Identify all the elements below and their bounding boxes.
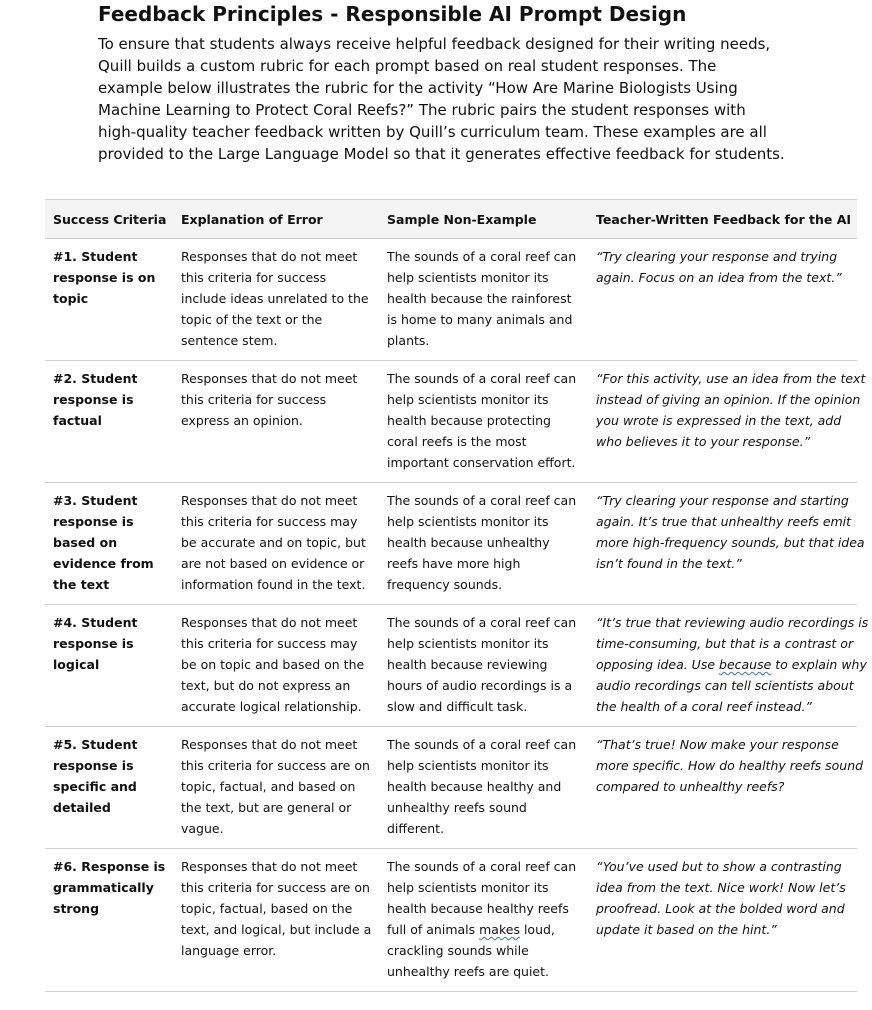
cell-line: this criteria for success are on bbox=[181, 758, 370, 773]
cell-line: slow and difficult task. bbox=[387, 699, 528, 714]
cell-line: important conservation effort. bbox=[387, 455, 576, 470]
table-row bbox=[45, 849, 857, 992]
cell-line: proofread. Look at the bolded word and bbox=[596, 901, 845, 916]
cell-line: opposing idea. Use because to explain why bbox=[596, 657, 867, 672]
cell-line: instead of giving an opinion. If the opinion bbox=[596, 392, 861, 407]
cell-line: help scientists monitor its bbox=[387, 636, 549, 651]
document-title: Feedback Principles - Responsible AI Prompt Design bbox=[98, 2, 687, 26]
cell-line: Responses that do not meet bbox=[181, 493, 358, 508]
cell-line: be on topic and based on the bbox=[181, 657, 365, 672]
cell-line: logical bbox=[53, 657, 100, 672]
cell-line: idea from the text. Nice work! Now let’s bbox=[596, 880, 846, 895]
cell-line: based on bbox=[53, 535, 118, 550]
intro-line: high-quality teacher feedback written by Quill’s curriculum team. These examples are all bbox=[98, 123, 767, 141]
intro-line: example below illustrates the rubric for the activity “How Are Marine Biologists Using bbox=[98, 79, 738, 97]
cell-line: hours of audio recordings is a bbox=[387, 678, 573, 693]
cell-line: “Try clearing your response and starting bbox=[596, 493, 849, 508]
cell-line: unhealthy reefs sound bbox=[387, 800, 527, 815]
cell-line: health because reviewing bbox=[387, 657, 548, 672]
cell-line: The sounds of a coral reef can bbox=[387, 249, 577, 264]
feedback-cell bbox=[588, 483, 865, 605]
cell-line: more specific. How do healthy reefs sound bbox=[596, 758, 864, 773]
cell-line: text, but do not express an bbox=[181, 678, 351, 693]
cell-line: more high-frequency sounds, but that idea bbox=[596, 535, 865, 550]
cell-line: help scientists monitor its bbox=[387, 514, 549, 529]
success-criteria-cell bbox=[45, 727, 173, 849]
explanation-cell bbox=[173, 605, 379, 727]
non-example-cell bbox=[379, 483, 588, 605]
cell-line: this criteria for success are on bbox=[181, 880, 370, 895]
feedback-cell bbox=[588, 849, 857, 992]
cell-line: are not based on evidence or bbox=[181, 556, 365, 571]
cell-line: help scientists monitor its bbox=[387, 880, 549, 895]
spellcheck-underline: because bbox=[719, 657, 772, 672]
header-sample-non-example: Sample Non-Example bbox=[379, 200, 588, 239]
non-example-cell bbox=[379, 727, 588, 849]
cell-line: response is bbox=[53, 636, 134, 651]
cell-line: #4. Student bbox=[53, 615, 138, 630]
cell-line: help scientists monitor its bbox=[387, 270, 549, 285]
cell-line: information found in the text. bbox=[181, 577, 366, 592]
cell-line: health because healthy reefs bbox=[387, 901, 569, 916]
cell-line: time-consuming, but that is a contrast or bbox=[596, 636, 854, 651]
cell-line: help scientists monitor its bbox=[387, 392, 549, 407]
header-explanation-of-error: Explanation of Error bbox=[173, 200, 379, 239]
cell-line: plants. bbox=[387, 333, 430, 348]
rubric-table bbox=[45, 199, 869, 992]
cell-line: the text, but are general or bbox=[181, 800, 352, 815]
feedback-cell bbox=[588, 727, 864, 849]
cell-line: response is bbox=[53, 514, 134, 529]
cell-line: health because the rainforest bbox=[387, 291, 572, 306]
cell-line: response is bbox=[53, 758, 134, 773]
explanation-cell bbox=[173, 849, 379, 992]
cell-line: grammatically bbox=[53, 880, 154, 895]
cell-line: The sounds of a coral reef can bbox=[387, 615, 577, 630]
cell-line: include ideas unrelated to the bbox=[181, 291, 369, 306]
table-row bbox=[45, 727, 857, 849]
cell-line: is home to many animals and bbox=[387, 312, 573, 327]
explanation-cell bbox=[173, 483, 379, 605]
cell-line: #6. Response is bbox=[53, 859, 166, 874]
cell-line: be accurate and on topic, but bbox=[181, 535, 366, 550]
table-row bbox=[45, 483, 857, 605]
success-criteria-cell bbox=[45, 239, 173, 361]
cell-line: update it based on the hint.” bbox=[596, 922, 777, 937]
table-row bbox=[45, 605, 857, 727]
cell-line: The sounds of a coral reef can bbox=[387, 859, 577, 874]
cell-line: The sounds of a coral reef can bbox=[387, 493, 577, 508]
cell-line: again. Focus on an idea from the text.” bbox=[596, 270, 842, 285]
cell-line: detailed bbox=[53, 800, 111, 815]
cell-line: frequency sounds. bbox=[387, 577, 503, 592]
cell-line: topic, factual, based on the bbox=[181, 901, 353, 916]
cell-line: coral reefs is the most bbox=[387, 434, 527, 449]
cell-line: #1. Student bbox=[53, 249, 138, 264]
explanation-cell bbox=[173, 727, 379, 849]
intro-paragraph bbox=[98, 33, 818, 165]
cell-line: different. bbox=[387, 821, 445, 836]
cell-line: this criteria for success bbox=[181, 392, 327, 407]
success-criteria-cell bbox=[45, 849, 173, 992]
explanation-cell bbox=[173, 239, 379, 361]
cell-line: the health of a coral reef instead.” bbox=[596, 699, 812, 714]
intro-line: To ensure that students always receive helpful feedback designed for their writing needs, bbox=[98, 35, 771, 53]
cell-line: strong bbox=[53, 901, 100, 916]
cell-line: topic bbox=[53, 291, 89, 306]
feedback-cell bbox=[588, 361, 866, 483]
intro-line: Machine Learning to Protect Coral Reefs?” The rubric pairs the student responses with bbox=[98, 101, 746, 119]
cell-line: this criteria for success bbox=[181, 270, 327, 285]
cell-line: isn’t found in the text.” bbox=[596, 556, 742, 571]
success-criteria-cell bbox=[45, 361, 173, 483]
cell-line: language error. bbox=[181, 943, 277, 958]
rubric-table-header bbox=[45, 200, 857, 239]
cell-line: you wrote is expressed in the text, add bbox=[596, 413, 842, 428]
header-row bbox=[45, 200, 857, 239]
cell-line: Responses that do not meet bbox=[181, 859, 358, 874]
cell-line: who believes it to your response.” bbox=[596, 434, 811, 449]
cell-line: reefs have more high bbox=[387, 556, 521, 571]
cell-line: audio recordings can tell scientists about bbox=[596, 678, 854, 693]
cell-line: “You’ve used but to show a contrasting bbox=[596, 859, 842, 874]
cell-line: Responses that do not meet bbox=[181, 615, 358, 630]
cell-line: topic, factual, and based on bbox=[181, 779, 356, 794]
cell-line: Responses that do not meet bbox=[181, 249, 358, 264]
explanation-cell bbox=[173, 361, 379, 483]
cell-line: specific and bbox=[53, 779, 137, 794]
cell-line: “That’s true! Now make your response bbox=[596, 737, 839, 752]
cell-line: response is on bbox=[53, 270, 156, 285]
non-example-cell bbox=[379, 849, 588, 992]
non-example-cell bbox=[379, 239, 588, 361]
cell-line: full of animals makes loud, bbox=[387, 922, 555, 937]
intro-line: provided to the Large Language Model so that it generates effective feedback for students. bbox=[98, 145, 785, 163]
rubric-table-body bbox=[45, 239, 869, 992]
cell-line: #2. Student bbox=[53, 371, 138, 386]
header-success-criteria: Success Criteria bbox=[45, 200, 173, 239]
cell-line: unhealthy reefs are quiet. bbox=[387, 964, 549, 979]
cell-line: topic of the text or the bbox=[181, 312, 323, 327]
cell-line: help scientists monitor its bbox=[387, 758, 549, 773]
feedback-cell bbox=[588, 605, 869, 727]
cell-line: Responses that do not meet bbox=[181, 371, 358, 386]
cell-line: #5. Student bbox=[53, 737, 138, 752]
cell-line: vague. bbox=[181, 821, 224, 836]
cell-line: evidence from bbox=[53, 556, 154, 571]
table-row bbox=[45, 361, 857, 483]
cell-line: response is bbox=[53, 392, 134, 407]
feedback-cell bbox=[588, 239, 857, 361]
cell-line: “For this activity, use an idea from the text bbox=[596, 371, 866, 386]
success-criteria-cell bbox=[45, 605, 173, 727]
cell-line: again. It’s true that unhealthy reefs emit bbox=[596, 514, 852, 529]
cell-line: sentence stem. bbox=[181, 333, 278, 348]
intro-line: Quill builds a custom rubric for each prompt based on real student responses. The bbox=[98, 57, 717, 75]
cell-line: “Try clearing your response and trying bbox=[596, 249, 838, 264]
cell-line: The sounds of a coral reef can bbox=[387, 737, 577, 752]
non-example-cell bbox=[379, 605, 588, 727]
cell-line: compared to unhealthy reefs? bbox=[596, 779, 785, 794]
cell-line: crackling sounds while bbox=[387, 943, 529, 958]
cell-line: health because healthy and bbox=[387, 779, 562, 794]
spellcheck-underline: makes bbox=[479, 922, 520, 937]
cell-line: the text bbox=[53, 577, 110, 592]
cell-line: text, and logical, but include a bbox=[181, 922, 372, 937]
cell-line: this criteria for success may bbox=[181, 636, 358, 651]
cell-line: accurate logical relationship. bbox=[181, 699, 362, 714]
cell-line: factual bbox=[53, 413, 102, 428]
header-teacher-feedback: Teacher-Written Feedback for the AI bbox=[588, 200, 857, 239]
cell-line: express an opinion. bbox=[181, 413, 303, 428]
cell-line: this criteria for success may bbox=[181, 514, 358, 529]
cell-line: The sounds of a coral reef can bbox=[387, 371, 577, 386]
cell-line: Responses that do not meet bbox=[181, 737, 358, 752]
table-row bbox=[45, 239, 857, 361]
non-example-cell bbox=[379, 361, 588, 483]
cell-line: health because unhealthy bbox=[387, 535, 550, 550]
cell-line: health because protecting bbox=[387, 413, 551, 428]
cell-line: “It’s true that reviewing audio recordings is bbox=[596, 615, 869, 630]
cell-line: #3. Student bbox=[53, 493, 138, 508]
success-criteria-cell bbox=[45, 483, 173, 605]
